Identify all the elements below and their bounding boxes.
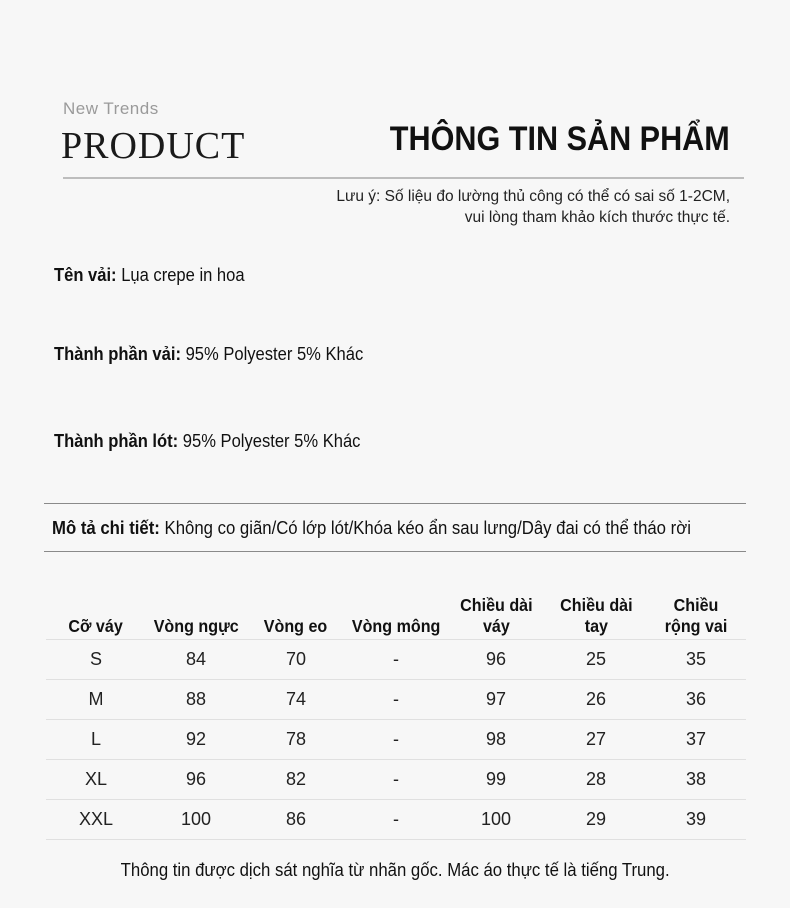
size-table-header-cell: Chiều dài tay (546, 582, 646, 640)
table-cell: 92 (146, 720, 246, 760)
table-cell: 37 (646, 720, 746, 760)
detail-description-row (52, 518, 691, 539)
translation-footnote (0, 860, 790, 881)
size-table-header-cell: Chiều rộng vai (646, 582, 746, 640)
table-cell: - (346, 720, 446, 760)
table-cell: 38 (646, 760, 746, 800)
description-top-divider (44, 503, 746, 504)
table-cell: 27 (546, 720, 646, 760)
fabric-name-label: Tên vải: (54, 265, 117, 285)
table-cell: 39 (646, 800, 746, 840)
table-row (46, 760, 746, 800)
table-cell: 82 (246, 760, 346, 800)
table-cell: 28 (546, 760, 646, 800)
table-cell: 29 (546, 800, 646, 840)
brand-tagline: New Trends (63, 99, 159, 118)
measurement-note (336, 186, 730, 228)
table-cell: 86 (246, 800, 346, 840)
table-row (46, 800, 746, 840)
table-cell: 74 (246, 680, 346, 720)
table-cell: 78 (246, 720, 346, 760)
table-cell: L (46, 720, 146, 760)
lining-composition-label: Thành phần lót: (54, 431, 179, 451)
description-bottom-divider (44, 551, 746, 552)
table-cell: - (346, 680, 446, 720)
brand-title: PRODUCT (61, 125, 246, 167)
fabric-composition-value: 95% Polyester 5% Khác (180, 344, 364, 364)
table-cell: 97 (446, 680, 546, 720)
lining-composition-row (54, 431, 360, 452)
size-table-header-row (46, 582, 746, 640)
table-cell: 26 (546, 680, 646, 720)
table-cell: - (346, 800, 446, 840)
fabric-composition-label: Thành phần vải: (54, 344, 181, 364)
table-cell: 96 (146, 760, 246, 800)
table-cell: M (46, 680, 146, 720)
header-divider (63, 177, 744, 179)
note-line-1: Lưu ý: Số liệu đo lường thủ công có thể có sai số 1-2CM, (336, 188, 730, 205)
size-table-header-cell: Vòng eo (246, 582, 346, 640)
lining-composition-value: 95% Polyester 5% Khác (178, 431, 361, 451)
detail-description-value: Không co giãn/Có lớp lót/Khóa kéo ẩn sau lưng/Dây đai có thể tháo rời (159, 518, 691, 538)
fabric-composition-row (54, 344, 363, 365)
fabric-name-row (54, 265, 245, 286)
table-cell: 70 (246, 640, 346, 680)
table-cell: 25 (546, 640, 646, 680)
note-line-2: vui lòng tham khảo kích thước thực tế. (464, 209, 730, 226)
table-cell: 88 (146, 680, 246, 720)
table-cell: 99 (446, 760, 546, 800)
table-cell: - (346, 640, 446, 680)
table-cell: S (46, 640, 146, 680)
table-cell: 100 (146, 800, 246, 840)
table-cell: 98 (446, 720, 546, 760)
table-cell: 96 (446, 640, 546, 680)
table-cell: XL (46, 760, 146, 800)
table-cell: 36 (646, 680, 746, 720)
table-cell: 84 (146, 640, 246, 680)
size-table (46, 582, 746, 840)
table-cell: 35 (646, 640, 746, 680)
size-table-header-cell: Chiều dài váy (446, 582, 546, 640)
detail-description-label: Mô tả chi tiết: (52, 518, 160, 538)
translation-footnote-text: Thông tin được dịch sát nghĩa từ nhãn gốc. Mác áo thực tế là tiếng Trung. (120, 860, 670, 880)
table-row (46, 680, 746, 720)
table-row (46, 720, 746, 760)
size-table-header-cell: Cỡ váy (46, 582, 146, 640)
table-cell: XXL (46, 800, 146, 840)
size-table-header-cell: Vòng ngực (146, 582, 246, 640)
table-row (46, 640, 746, 680)
fabric-name-value: Lụa crepe in hoa (116, 265, 245, 285)
table-cell: 100 (446, 800, 546, 840)
size-table-header-cell: Vòng mông (346, 582, 446, 640)
page-title: THÔNG TIN SẢN PHẨM (389, 120, 730, 158)
table-cell: - (346, 760, 446, 800)
